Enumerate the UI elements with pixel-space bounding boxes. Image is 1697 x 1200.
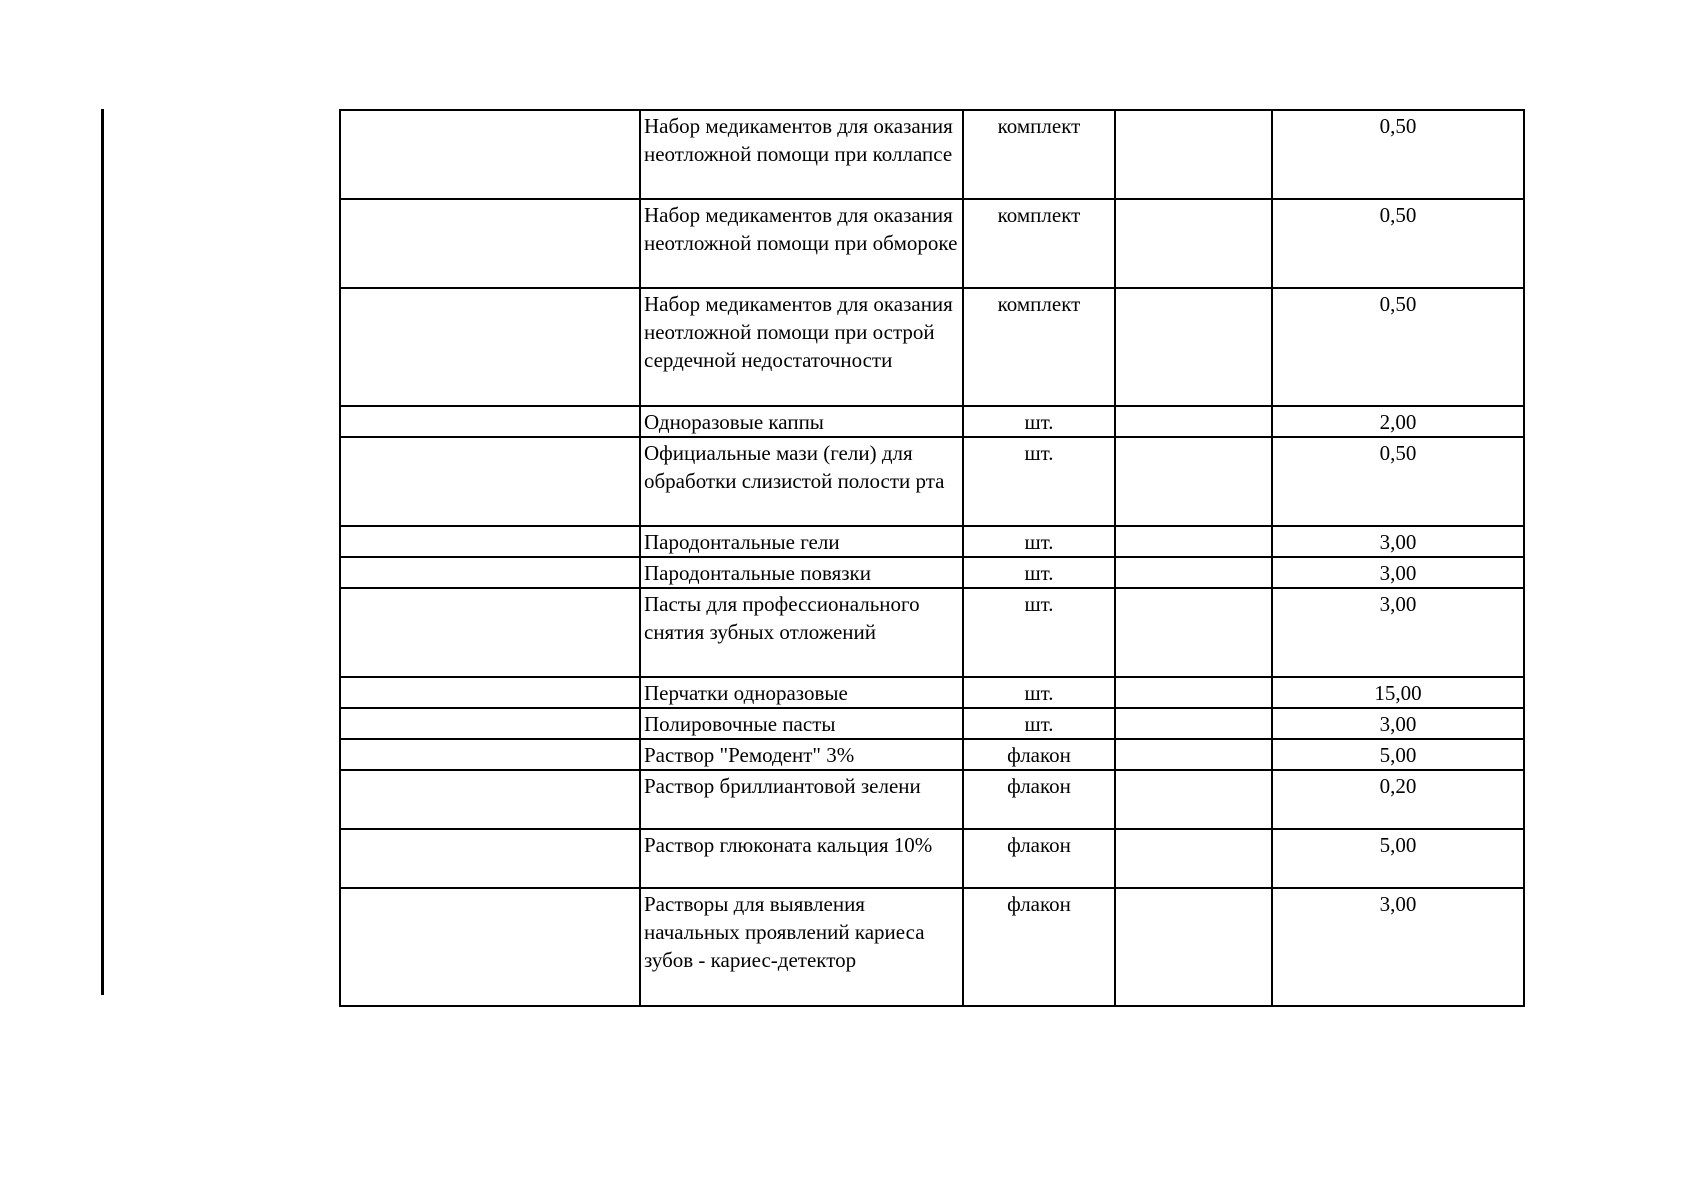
item-unit: флакон (963, 829, 1115, 888)
empty-cell (1115, 526, 1272, 557)
table-row (340, 677, 1524, 708)
table-row (340, 199, 1524, 288)
item-name: Раствор глюконата кальция 10% (640, 829, 963, 888)
empty-cell (1115, 588, 1272, 677)
empty-cell (1115, 739, 1272, 770)
item-quantity: 3,00 (1272, 708, 1524, 739)
item-unit: шт. (963, 677, 1115, 708)
item-name: Набор медикаментов для оказания неотложной помощи при острой сердечной недостаточности (640, 288, 963, 406)
item-unit: флакон (963, 888, 1115, 1006)
item-unit: шт. (963, 406, 1115, 437)
item-unit: шт. (963, 708, 1115, 739)
empty-cell (340, 406, 640, 437)
table-row (340, 708, 1524, 739)
item-quantity: 0,50 (1272, 199, 1524, 288)
empty-cell (1115, 110, 1272, 199)
item-quantity: 0,50 (1272, 288, 1524, 406)
empty-cell (340, 110, 640, 199)
empty-cell (1115, 677, 1272, 708)
item-unit: шт. (963, 588, 1115, 677)
item-quantity: 0,20 (1272, 770, 1524, 829)
item-quantity: 3,00 (1272, 526, 1524, 557)
empty-cell (340, 437, 640, 526)
item-name: Раствор "Ремодент" 3% (640, 739, 963, 770)
item-name: Полировочные пасты (640, 708, 963, 739)
empty-cell (1115, 770, 1272, 829)
item-quantity: 0,50 (1272, 437, 1524, 526)
table-row (340, 288, 1524, 406)
empty-cell (1115, 199, 1272, 288)
item-unit: шт. (963, 557, 1115, 588)
empty-cell (340, 739, 640, 770)
table-row (340, 406, 1524, 437)
table-row (340, 437, 1524, 526)
item-unit: комплект (963, 199, 1115, 288)
empty-cell (1115, 288, 1272, 406)
empty-cell (1115, 708, 1272, 739)
table-row (340, 888, 1524, 1006)
item-name: Официальные мази (гели) для обработки слизистой полости рта (640, 437, 963, 526)
table-row (340, 770, 1524, 829)
empty-cell (1115, 557, 1272, 588)
item-name: Пасты для профессионального снятия зубных отложений (640, 588, 963, 677)
table-row (340, 739, 1524, 770)
item-unit: шт. (963, 437, 1115, 526)
item-name: Набор медикаментов для оказания неотложной помощи при коллапсе (640, 110, 963, 199)
item-quantity: 0,50 (1272, 110, 1524, 199)
item-name: Раствор бриллиантовой зелени (640, 770, 963, 829)
item-quantity: 2,00 (1272, 406, 1524, 437)
item-quantity: 5,00 (1272, 739, 1524, 770)
item-quantity: 15,00 (1272, 677, 1524, 708)
item-quantity: 5,00 (1272, 829, 1524, 888)
table-row (340, 557, 1524, 588)
item-name: Пародонтальные гели (640, 526, 963, 557)
empty-cell (340, 557, 640, 588)
table-row (340, 829, 1524, 888)
empty-cell (340, 677, 640, 708)
empty-cell (340, 588, 640, 677)
item-name: Перчатки одноразовые (640, 677, 963, 708)
item-quantity: 3,00 (1272, 588, 1524, 677)
item-name: Набор медикаментов для оказания неотложной помощи при обмороке (640, 199, 963, 288)
item-unit: комплект (963, 110, 1115, 199)
left-margin-rule (101, 109, 104, 995)
item-unit: флакон (963, 739, 1115, 770)
materials-table (339, 109, 1525, 1007)
empty-cell (340, 288, 640, 406)
empty-cell (340, 770, 640, 829)
empty-cell (1115, 888, 1272, 1006)
item-name: Растворы для выявления начальных проявлений кариеса зубов - кариес-детектор (640, 888, 963, 1006)
empty-cell (1115, 406, 1272, 437)
item-unit: комплект (963, 288, 1115, 406)
table-row (340, 110, 1524, 199)
item-quantity: 3,00 (1272, 888, 1524, 1006)
item-quantity: 3,00 (1272, 557, 1524, 588)
table-row (340, 526, 1524, 557)
empty-cell (1115, 829, 1272, 888)
empty-cell (340, 526, 640, 557)
empty-cell (1115, 437, 1272, 526)
empty-cell (340, 888, 640, 1006)
item-name: Одноразовые каппы (640, 406, 963, 437)
empty-cell (340, 199, 640, 288)
empty-cell (340, 708, 640, 739)
item-unit: шт. (963, 526, 1115, 557)
item-unit: флакон (963, 770, 1115, 829)
empty-cell (340, 829, 640, 888)
item-name: Пародонтальные повязки (640, 557, 963, 588)
table-row (340, 588, 1524, 677)
